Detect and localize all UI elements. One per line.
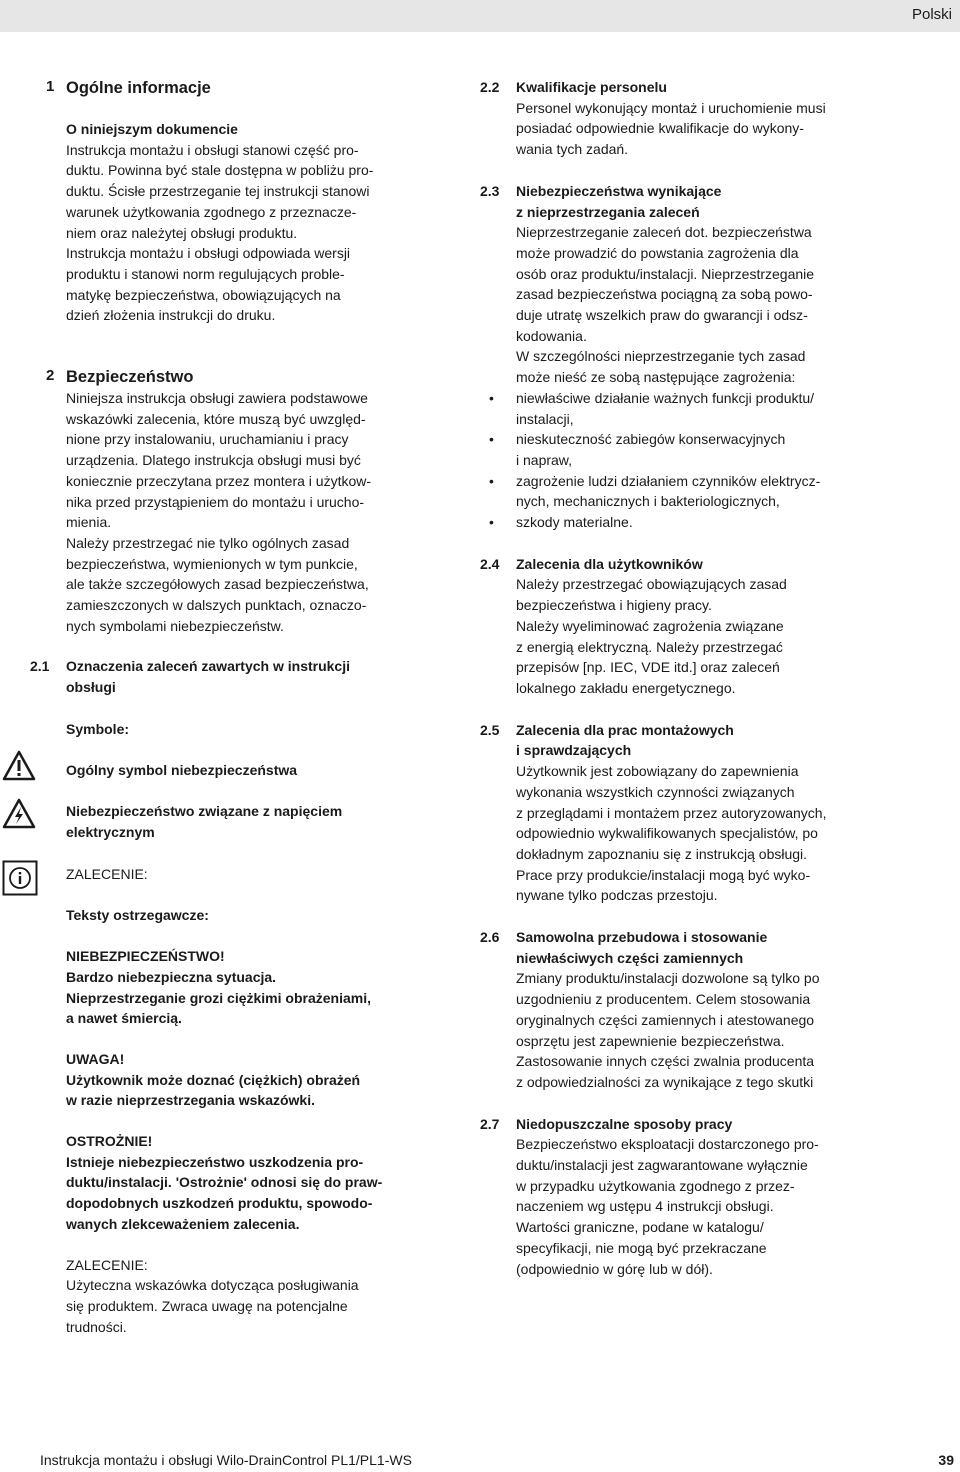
- section-number: 1: [46, 78, 55, 95]
- section-number: 2.1: [30, 658, 50, 675]
- section-title: Oznaczenia zaleceń zawartych w instrukcji obsługi: [66, 658, 350, 696]
- note-row: [0, 864, 460, 885]
- paragraph: Personel wykonujący montaż i uruchomienie musi posiadać odpowiednie kwalifikacje do wykony- wania tych zadań.: [516, 99, 826, 158]
- right-column: [480, 77, 950, 1279]
- list-item: • szkody materialne.: [516, 512, 861, 533]
- paragraph: Niniejsza instrukcja obsługi zawiera podstawowe wskazówki zalecenia, które muszą być uwzględ- nione przy instalowaniu, uruchamianiu i pracy urządzenia. Dlatego instrukcja obsługi musi być koniecznie przeczytana przez montera i użytkow- nika przed przystąpieniem do montażu i urucho- mienia.: [66, 390, 372, 531]
- section-number: 2.7: [480, 1115, 500, 1132]
- electric-hazard-icon: [2, 798, 36, 829]
- section-1: [0, 77, 460, 326]
- note2-label: ZALECENIE:: [66, 1256, 148, 1273]
- list-item: • niewłaściwe działanie ważnych funkcji produktu/ instalacji,: [516, 388, 861, 429]
- language-label: Polski: [911, 6, 952, 23]
- page-number: 39: [938, 1452, 954, 1468]
- section-number: 2.6: [480, 929, 500, 946]
- paragraph: Prace przy produkcie/instalacji mogą być wyko- nywane tylko podczas przestoju.: [516, 866, 811, 904]
- section-2-6: [480, 927, 950, 1093]
- caution-block: OSTROŻNIE! Istnieje niebezpieczeństwo uszkodzenia pro- duktu/instalacji. 'Ostrożnie' odnosi się do praw- dopodobnych uszkodzeń produktu, spowodo- wanych zlekceważeniem zalecenia.: [66, 1133, 383, 1232]
- note-label: ZALECENIE:: [66, 865, 148, 882]
- electric-danger-row: [0, 801, 460, 842]
- page-footer: [0, 1452, 960, 1472]
- paragraph: Instrukcja montażu i obsługi odpowiada wersji produktu i stanowi norm regulujących proble- matykę bezpieczeństwa, obowiązujących na dzień złożenia instrukcji do druku.: [66, 245, 351, 324]
- section-title: Kwalifikacje personelu: [516, 79, 667, 95]
- section-title: Zalecenia dla prac montażowych i sprawdzających: [516, 721, 734, 759]
- section-number: 2.3: [480, 182, 500, 199]
- paragraph: W szczególności nieprzestrzeganie tych zasad może nieść ze sobą następujące zagrożenia:: [516, 348, 806, 386]
- section-number: 2.4: [480, 555, 500, 572]
- section-title: Samowolna przebudowa i stosowanie niewłaściwych części zamiennych: [516, 929, 768, 966]
- section-title: Ogólne informacje: [66, 79, 211, 97]
- paragraph: Instrukcja montażu i obsługi stanowi część pro- duktu. Powinna być stale dostępna w pobliżu pro- duktu. Ścisłe przestrzeganie tej instrukcji stanowi warunek użytkowania zgodnego z przeznacze- niem oraz należytej obsługi produktu.: [66, 141, 374, 241]
- section-2-7: [480, 1114, 950, 1280]
- warning-texts-label: Teksty ostrzegawcze:: [66, 907, 209, 924]
- paragraph: Należy wyeliminować zagrożenia związane z energią elektryczną. Należy przestrzegać przepisów [np. IEC, VDE itd.] oraz zaleceń lokalnego zakładu energetycznego.: [516, 617, 784, 696]
- list-item: • zagrożenie ludzi działaniem czynników elektrycz- nych, mechanicznych i bakteriologicznych,: [516, 471, 861, 512]
- section-2: [0, 366, 460, 636]
- symbols-label: Symbole:: [66, 720, 130, 737]
- footer-text: Instrukcja montażu i obsługi Wilo-DrainControl PL1/PL1-WS: [40, 1452, 412, 1468]
- paragraph: Należy przestrzegać nie tylko ogólnych zasad bezpieczeństwa, wymienionych w tym punkcie, ale także szczegółowych zasad bezpieczeństwa, zamieszczonych w dalszych punktach, oznaczo- nych symbolami niebezpieczeństw.: [66, 534, 369, 634]
- section-number: 2.2: [480, 79, 500, 95]
- paragraph: Zmiany produktu/instalacji dozwolone są tylko po uzgodnieniu z producentem. Celem stosowania oryginalnych części zamiennych i atestowanego osprzętu jest zapewnienie bezpieczeństwa.: [516, 970, 820, 1049]
- paragraph: Bezpieczeństwo eksploatacji dostarczonego pro- duktu/instalacji jest zagwarantowane wyłącznie w przypadku użytkowania zgodnego z przez- naczeniem wg ustępu 4 instrukcji obsługi.: [516, 1136, 819, 1215]
- paragraph: Użytkownik jest zobowiązany do zapewnienia wykonania wszystkich czynności związanych z przeglądami i montażem przez autoryzowanych, odpowiednio wykwalifikowanych specjalistów, po dokładnym zapoznaniu się z instrukcją obsługi.: [516, 763, 827, 862]
- general-danger-row: [0, 760, 460, 781]
- general-symbol-label: Ogólny symbol niebezpieczeństwa: [66, 761, 298, 778]
- electric-symbol-label: Niebezpieczeństwo związane z napięciem elektrycznym: [66, 803, 343, 840]
- paragraph: Należy przestrzegać obowiązujących zasad bezpieczeństwa i higieny pracy.: [516, 576, 787, 614]
- hazard-list: [516, 388, 861, 533]
- subsection-title: O niniejszym dokumencie: [66, 121, 238, 137]
- warning-block: UWAGA! Użytkownik może doznać (ciężkich) obrażeń w razie nieprzestrzegania wskazówki.: [66, 1050, 361, 1109]
- danger-block: NIEBEZPIECZEŃSTWO! Bardzo niebezpieczna sytuacja. Nieprzestrzeganie grozi ciężkimi obrażeniami, a nawet śmiercią.: [66, 948, 371, 1027]
- list-item: • nieskuteczność zabiegów konserwacyjnych i napraw,: [516, 429, 861, 470]
- section-2-2: [480, 77, 950, 160]
- info-icon: [2, 860, 38, 896]
- section-title: Niebezpieczeństwa wynikające z nieprzestrzegania zaleceń: [516, 182, 722, 220]
- paragraph: Wartości graniczne, podane w katalogu/ specyfikacji, nie mogą być przekraczane (odpowiednio w górę lub w dół).: [516, 1219, 767, 1277]
- section-2-3: [480, 181, 950, 533]
- section-title: Niedopuszczalne sposoby pracy: [516, 1115, 733, 1132]
- section-2-5: [480, 720, 950, 906]
- section-number: 2: [46, 367, 55, 385]
- warning-triangle-icon: [2, 750, 36, 781]
- section-title: Bezpieczeństwo: [66, 368, 194, 387]
- paragraph: Zastosowanie innych części zwalnia producenta z odpowiedzialności za wynikające z tego skutki: [516, 1053, 815, 1090]
- section-number: 2.5: [480, 721, 500, 738]
- section-2-4: [480, 554, 950, 699]
- left-column: [0, 77, 460, 1337]
- section-title: Zalecenia dla użytkowników: [516, 555, 703, 572]
- paragraph: Nieprzestrzeganie zaleceń dot. bezpieczeństwa może prowadzić do powstania zagrożenia dla osób oraz produktu/instalacji. Nieprzestrzeganie zasad bezpieczeństwa pociągną za sobą powo- duje utratę wszelkich praw do gwarancji i odsz- kodowania.: [516, 224, 815, 344]
- section-2-1: [0, 656, 460, 1337]
- header-bar: [0, 0, 960, 32]
- note2-block: Użyteczna wskazówka dotycząca posługiwania się produktem. Zwraca uwagę na potencjalne trudności.: [66, 1277, 359, 1335]
